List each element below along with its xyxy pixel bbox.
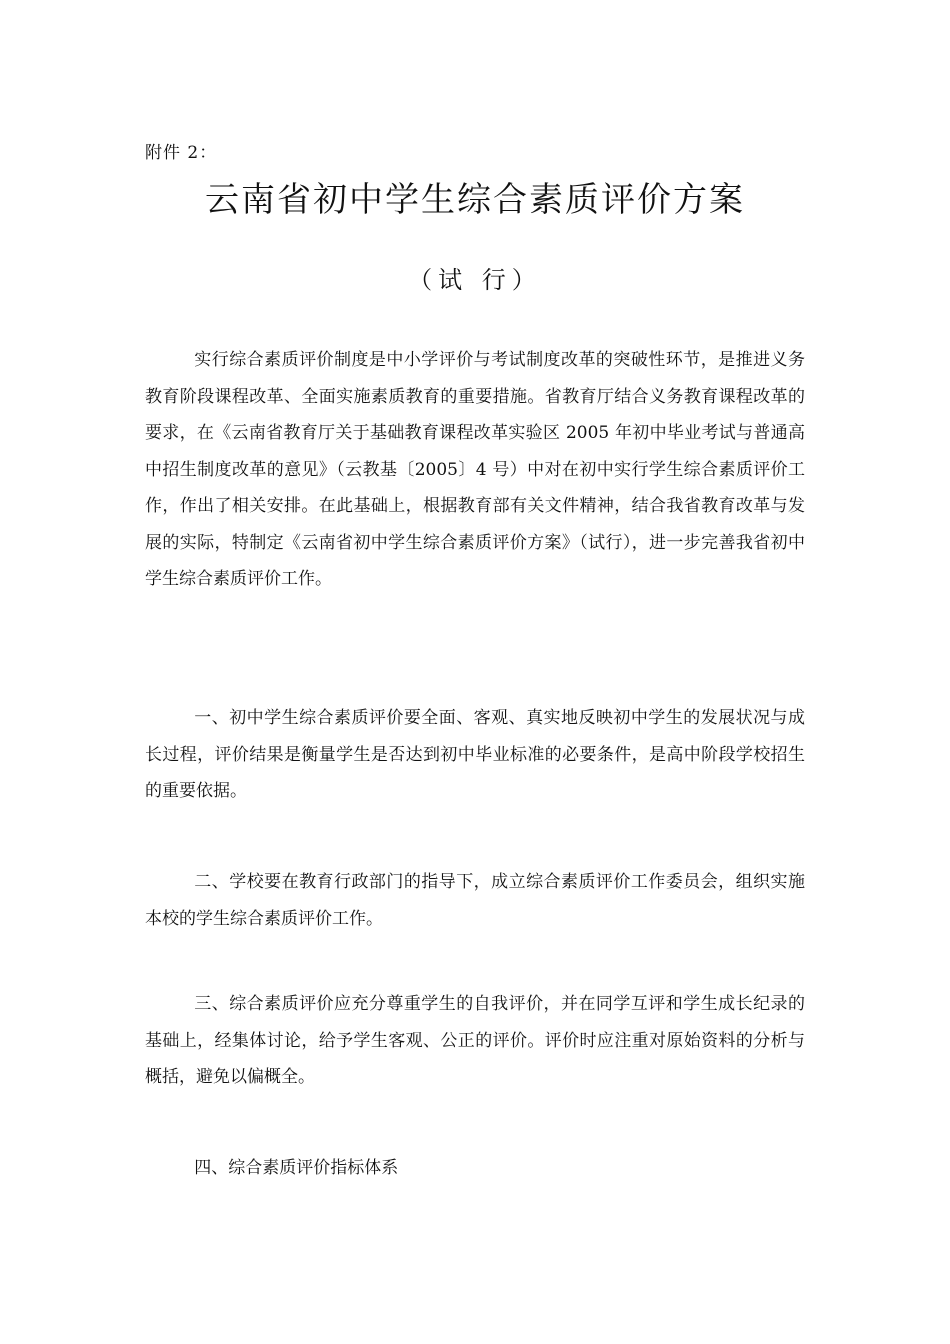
paragraph-section-4: 四、综合素质评价指标体系 xyxy=(194,1158,399,1178)
paragraph-section-1: 一、初中学生综合素质评价要全面、客观、真实地反映初中学生的发展状况与成长过程，评价结果是衡量学生是否达到初中毕业标准的必要条件，是高中阶段学校招生的重要依据。 xyxy=(145,708,805,801)
document-subtitle: （试 行） xyxy=(408,266,542,294)
document-title: 云南省初中学生综合素质评价方案 xyxy=(205,180,745,220)
paragraph-intro: 实行综合素质评价制度是中小学评价与考试制度改革的突破性环节，是推进义务教育阶段课程改革、全面实施素质教育的重要措施。省教育厅结合义务教育课程改革的要求，在《云南省教育厅关于基础教育课程改革实验区 2005 年初中毕业考试与普通高中招生制度改革的意见》（云教基〔2005〕4 号）中对在初中实行学生综合素质评价工作，作出了相关安排。在此基础上，根据教育部有关文件精神，结合我省教育改革与发展的实际，特制定《云南省初中学生综合素质评价方案》（试行），进一步完善我省初中学生综合素质评价工作。 xyxy=(145,350,805,589)
paragraph-section-2: 二、学校要在教育行政部门的指导下，成立综合素质评价工作委员会，组织实施本校的学生综合素质评价工作。 xyxy=(145,872,805,929)
attachment-label: 附件 2： xyxy=(145,143,218,163)
paragraph-section-3: 三、综合素质评价应充分尊重学生的自我评价，并在同学互评和学生成长纪录的基础上，经集体讨论，给予学生客观、公正的评价。评价时应注重对原始资料的分析与概括，避免以偏概全。 xyxy=(145,994,805,1087)
